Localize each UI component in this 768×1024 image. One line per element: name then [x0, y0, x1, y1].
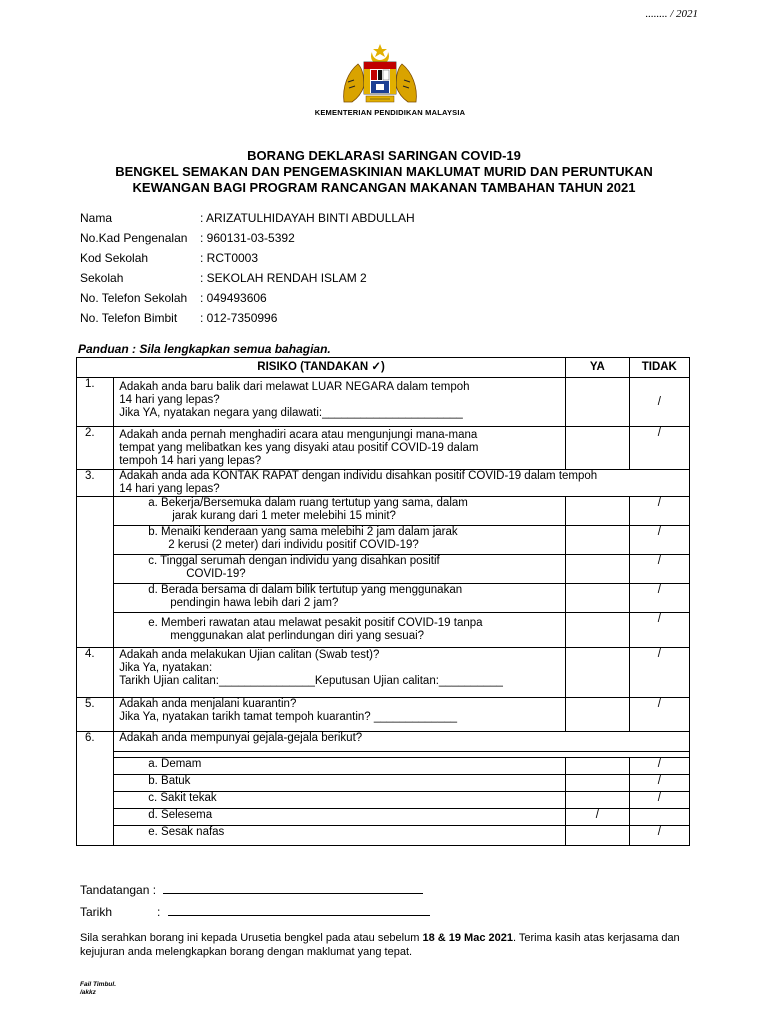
question-line: Adakah anda pernah menghadiri acara atau mengunjungi mana-mana: [119, 429, 478, 441]
info-row-school-phone: [80, 291, 415, 311]
info-label: Sekolah: [80, 271, 124, 285]
signature-row: [80, 882, 423, 897]
tidak-cell[interactable]: [629, 809, 689, 826]
table-row: [77, 826, 690, 846]
question-line: Jika Ya, nyatakan tarikh tamat tempoh kuarantin? _____________: [119, 711, 458, 723]
date-line[interactable]: [168, 904, 430, 916]
question-number: 6.: [77, 732, 114, 752]
tidak-cell[interactable]: /: [629, 613, 689, 648]
question-line: 14 hari yang lepas?: [119, 483, 220, 495]
question-line: jarak kurang dari 1 meter melebihi 15 minit?: [172, 510, 396, 522]
table-row: [77, 792, 690, 809]
tidak-cell[interactable]: /: [629, 775, 689, 792]
blank-cell: [77, 584, 114, 613]
table-row: [77, 775, 690, 792]
tidak-cell[interactable]: /: [629, 378, 689, 427]
subquestion-text: [114, 613, 566, 648]
footer: [80, 981, 116, 997]
info-row-mobile: [80, 311, 415, 331]
date-row: [80, 904, 430, 919]
question-line: COVID-19?: [186, 568, 246, 580]
question-line: Jika Ya, nyatakan:: [119, 662, 213, 674]
table-row: [77, 809, 690, 826]
ya-cell[interactable]: [566, 555, 629, 584]
header-tidak: TIDAK: [629, 358, 689, 378]
question-line: pendingin hawa lebih dari 2 jam?: [170, 597, 339, 609]
question-line: Tarikh Ujian calitan:_______________Keputusan Ujian calitan:__________: [119, 675, 503, 687]
ya-cell[interactable]: [566, 378, 629, 427]
note-deadline: 18 & 19 Mac 2021: [422, 932, 513, 944]
tidak-cell[interactable]: /: [629, 648, 689, 698]
ya-cell[interactable]: [566, 792, 629, 809]
table-row: [77, 732, 690, 752]
info-value: : 049493606: [200, 291, 267, 305]
blank-cell: [77, 555, 114, 584]
ya-cell[interactable]: [566, 497, 629, 526]
tidak-cell[interactable]: /: [629, 698, 689, 732]
question-line: Jika YA, nyatakan negara yang dilawati:______________________: [119, 407, 463, 419]
ya-cell[interactable]: [566, 775, 629, 792]
form-title: BORANG DEKLARASI SARINGAN COVID-19: [247, 148, 521, 163]
subquestion-text: [114, 555, 566, 584]
date-label: Tarikh: [80, 905, 113, 919]
table-row: [77, 555, 690, 584]
info-row-name: [80, 211, 415, 231]
signature-label: Tandatangan :: [80, 883, 157, 897]
question-line: Adakah anda ada KONTAK RAPAT dengan individu disahkan positif COVID-19 dalam tempoh: [119, 470, 598, 482]
question-line: e. Memberi rawatan atau melawat pesakit positif COVID-19 tanpa: [148, 617, 483, 629]
blank-cell: [77, 613, 114, 648]
ya-cell[interactable]: [566, 427, 629, 470]
info-value: : SEKOLAH RENDAH ISLAM 2: [200, 271, 367, 285]
question-text: [114, 470, 690, 497]
blank-cell: [77, 775, 114, 792]
signature-line[interactable]: [163, 882, 423, 894]
table-row: [77, 648, 690, 698]
blank-cell: [77, 758, 114, 775]
symptom-text: d. Selesema: [114, 809, 566, 826]
info-row-ic: [80, 231, 415, 251]
info-value: : 960131-03-5392: [200, 231, 295, 245]
info-label: Nama: [80, 211, 113, 225]
header-risk: RISIKO (TANDAKAN ✓): [77, 358, 566, 378]
symptom-text: e. Sesak nafas: [114, 826, 566, 846]
tidak-cell[interactable]: /: [629, 427, 689, 470]
tidak-cell[interactable]: /: [629, 497, 689, 526]
info-value: : 012-7350996: [200, 311, 278, 325]
table-row: [77, 378, 690, 427]
question-text: [114, 378, 566, 427]
question-line: Adakah anda menjalani kuarantin?: [119, 698, 297, 710]
question-line: d. Berada bersama di dalam bilik tertutup yang menggunakan: [148, 584, 463, 596]
question-line: menggunakan alat perlindungan diri yang sesuai?: [170, 630, 425, 642]
form-titles: [0, 148, 768, 196]
blank-cell: [77, 809, 114, 826]
note-text: . Terima kasih atas kerjasama dan kejujuran anda melengkapkan borang dengan maklumat yang tepat.: [80, 932, 680, 958]
question-number: 1.: [77, 378, 114, 427]
question-number: 2.: [77, 427, 114, 470]
workshop-title-line-2: KEWANGAN BAGI PROGRAM RANCANGAN MAKANAN TAMBAHAN TAHUN 2021: [132, 180, 636, 195]
ya-cell[interactable]: /: [566, 809, 629, 826]
question-line: a. Bekerja/Bersemuka dalam ruang tertutup yang sama, dalam: [148, 497, 468, 509]
subquestion-text: [114, 584, 566, 613]
header-ya: YA: [566, 358, 629, 378]
table-row: [77, 758, 690, 775]
blank-cell: [77, 526, 114, 555]
tidak-cell[interactable]: /: [629, 555, 689, 584]
question-text: [114, 732, 690, 752]
table-row: [77, 427, 690, 470]
risk-table: [76, 357, 690, 846]
info-row-school: [80, 271, 415, 291]
question-line: tempoh 14 hari yang lepas?: [119, 455, 262, 467]
info-label: No. Telefon Sekolah: [80, 291, 188, 305]
tidak-cell[interactable]: /: [629, 758, 689, 775]
table-row: [77, 584, 690, 613]
table-row: [77, 613, 690, 648]
question-line: 14 hari yang lepas?: [119, 394, 220, 406]
table-row: [77, 526, 690, 555]
tidak-cell[interactable]: /: [629, 826, 689, 846]
blank-cell: [77, 826, 114, 846]
ya-cell[interactable]: [566, 648, 629, 698]
info-row-school-code: [80, 251, 415, 271]
symptom-text: a. Demam: [114, 758, 566, 775]
symptom-text: c. Sakit tekak: [114, 792, 566, 809]
question-line: b. Menaiki kenderaan yang sama melebihi 2 jam dalam jarak: [148, 526, 458, 538]
question-text: [114, 427, 566, 470]
info-label: No.Kad Pengenalan: [80, 231, 188, 245]
date-colon: :: [157, 905, 161, 919]
tidak-cell[interactable]: /: [629, 792, 689, 809]
info-value: : ARIZATULHIDAYAH BINTI ABDULLAH: [200, 211, 415, 225]
footer-line: /akkz: [80, 989, 96, 996]
blank-cell: [77, 497, 114, 526]
footer-line: Fail Timbul.: [80, 981, 116, 988]
table-row: [77, 698, 690, 732]
instructions: Panduan : Sila lengkapkan semua bahagian.: [78, 342, 331, 356]
question-line: Adakah anda melakukan Ujian calitan (Swab test)?: [119, 649, 380, 661]
ya-cell[interactable]: [566, 613, 629, 648]
subquestion-text: [114, 526, 566, 555]
question-number: 3.: [77, 470, 114, 497]
question-line: Adakah anda mempunyai gejala-gejala berikut?: [119, 732, 363, 744]
table-header-row: [77, 358, 690, 378]
ya-cell[interactable]: [566, 526, 629, 555]
workshop-title: BENGKEL SEMAKAN DAN PENGEMASKINIAN MAKLUMAT MURID DAN PERUNTUKAN: [115, 164, 653, 179]
table-row: [77, 497, 690, 526]
info-label: Kod Sekolah: [80, 251, 149, 265]
info-label: No. Telefon Bimbit: [80, 311, 178, 325]
coat-of-arms-logo: [340, 42, 420, 108]
question-line: 2 kerusi (2 meter) dari individu positif COVID-19?: [168, 539, 419, 551]
question-number: 5.: [77, 698, 114, 732]
ya-cell[interactable]: [566, 584, 629, 613]
table-row: [77, 470, 690, 497]
ya-cell[interactable]: [566, 758, 629, 775]
question-line: tempat yang melibatkan kes yang disyaki atau positif COVID-19 dalam: [119, 442, 479, 454]
submission-note: [80, 931, 692, 959]
ministry-name: KEMENTERIAN PENDIDIKAN MALAYSIA: [314, 108, 466, 117]
document-number: ........ / 2021: [645, 8, 698, 20]
ya-cell[interactable]: [566, 698, 629, 732]
personal-info: [80, 211, 415, 331]
info-value: : RCT0003: [200, 251, 259, 265]
tidak-cell[interactable]: /: [629, 526, 689, 555]
ya-cell[interactable]: [566, 826, 629, 846]
blank-cell: [77, 792, 114, 809]
question-line: c. Tinggal serumah dengan individu yang disahkan positif: [148, 555, 440, 567]
question-text: [114, 698, 566, 732]
symptom-text: b. Batuk: [114, 775, 566, 792]
note-text: Sila serahkan borang ini kepada Urusetia bengkel pada atau sebelum: [80, 932, 423, 944]
question-text: [114, 648, 566, 698]
question-line: Adakah anda baru balik dari melawat LUAR NEGARA dalam tempoh: [119, 381, 470, 393]
subquestion-text: [114, 497, 566, 526]
question-number: 4.: [77, 648, 114, 698]
tidak-cell[interactable]: /: [629, 584, 689, 613]
